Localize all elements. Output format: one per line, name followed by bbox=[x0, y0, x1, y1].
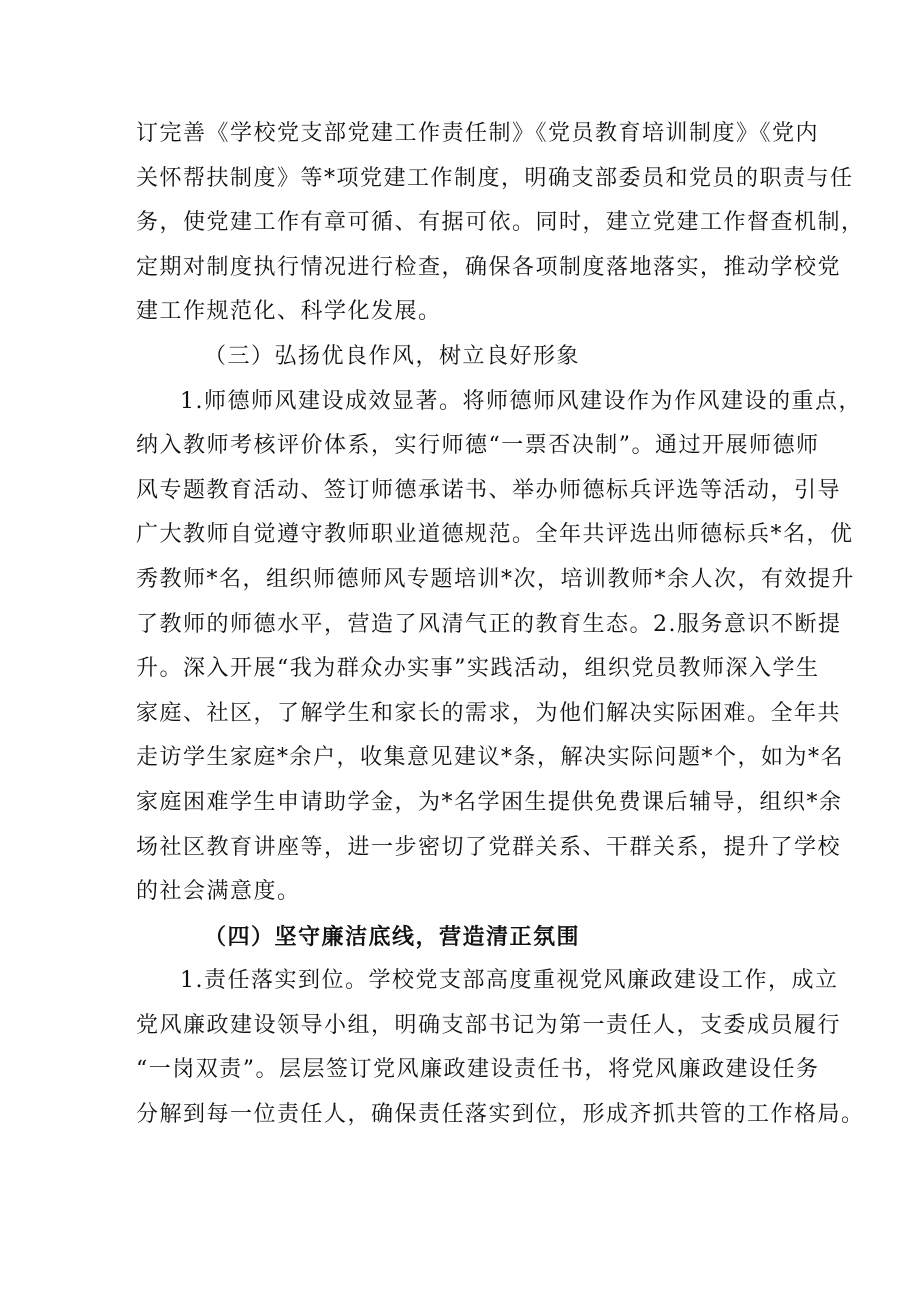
text-line: 秀教师*名，组织师德师风专题培训*次，培训教师*余人次，有效提升 bbox=[136, 566, 856, 592]
text-line: 风专题教育活动、签订师德承诺书、举办师德标兵评选等活动，引导 bbox=[136, 477, 842, 503]
paragraph bbox=[136, 112, 865, 335]
text-line: 1.责任落实到位。学校党支部高度重视党风廉政建设工作，成立 bbox=[180, 968, 839, 994]
text-line: 走访学生家庭*余户，收集意见建议*条，解决实际问题*个，如为*名 bbox=[136, 745, 845, 771]
text-line: 纳入教师考核评价体系，实行师德“一票否决制”。通过开展师德师 bbox=[136, 433, 820, 459]
text-line: 广大教师自觉遵守教师职业道德规范。全年共评选出师德标兵*名，优 bbox=[136, 522, 854, 548]
text-line: 了教师的师德水平，营造了风清气正的教育生态。2.服务意识不断提 bbox=[136, 611, 842, 637]
text-line: 的社会满意度。 bbox=[136, 879, 301, 905]
text-line: 家庭、社区，了解学生和家长的需求，为他们解决实际困难。全年共 bbox=[136, 700, 842, 726]
section-heading: （四）坚守廉洁底线，营造清正氛围 bbox=[204, 923, 581, 950]
text-line: 场社区教育讲座等，进一步密切了党群关系、干群关系，提升了学校 bbox=[136, 834, 842, 860]
text-line: 建工作规范化、科学化发展。 bbox=[136, 299, 442, 325]
text-line: 订完善《学校党支部党建工作责任制》《党员教育培训制度》《党内 bbox=[136, 121, 820, 146]
section-heading: （三）弘扬优良作风，树立良好形象 bbox=[204, 343, 581, 369]
text-line: “一岗双责”。层层签订党风廉政建设责任书，将党风廉政建设任务 bbox=[136, 1057, 820, 1083]
text-line: 关怀帮扶制度》等*项党建工作制度，明确支部委员和党员的职责与任 bbox=[136, 165, 854, 191]
text-line: 分解到每一位责任人，确保责任落实到位，形成齐抓共管的工作格局。 bbox=[136, 1102, 865, 1128]
text-line: 升。深入开展“我为群众办实事”实践活动，组织党员教师深入学生 bbox=[136, 656, 820, 682]
text-line: 党风廉政建设领导小组，明确支部书记为第一责任人，支委成员履行 bbox=[136, 1012, 842, 1038]
document-body bbox=[136, 112, 865, 1138]
paragraph bbox=[136, 959, 865, 1137]
text-line: 定期对制度执行情况进行检查，确保各项制度落地落实，推动学校党 bbox=[136, 254, 842, 280]
text-line: 1.师德师风建设成效显著。将师德师风建设作为作风建设的重点， bbox=[180, 388, 862, 414]
paragraph bbox=[136, 380, 862, 915]
text-line: 家庭困难学生申请助学金，为*名学困生提供免费课后辅导，组织*余 bbox=[136, 789, 843, 815]
text-line: 务，使党建工作有章可循、有据可依。同时，建立党建工作督查机制， bbox=[136, 210, 865, 236]
